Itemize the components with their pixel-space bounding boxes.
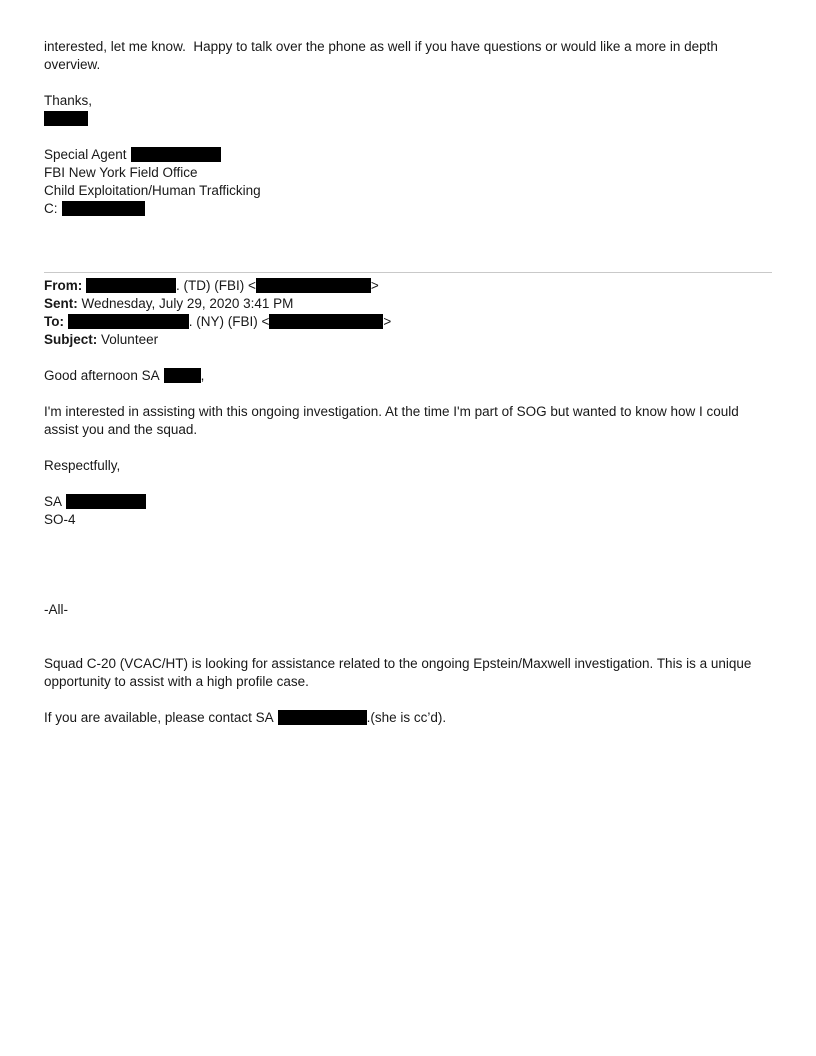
header-to-line xyxy=(44,313,772,331)
spacer xyxy=(44,385,772,403)
quoted-body-paragraph: I'm interested in assisting with this ongoing investigation. At the time I'm part of SOG but wanted to know how I could assist you and the squad. xyxy=(44,404,743,437)
to-mid-text: . (NY) (FBI) < xyxy=(188,314,270,329)
greeting-prefix: Good afternoon SA xyxy=(44,368,160,383)
from-close-text: > xyxy=(370,278,379,293)
header-sent-line xyxy=(44,295,772,313)
broadcast-contact-line xyxy=(44,709,772,727)
signature-unit: Child Exploitation/Human Trafficking xyxy=(44,183,261,198)
from-mid-text: . (TD) (FBI) < xyxy=(176,278,256,293)
broadcast-body-paragraph: Squad C-20 (VCAC/HT) is looking for assistance related to the ongoing Epstein/Maxwell investigation. This is a unique opportunity to assist with a high profile case. xyxy=(44,656,756,689)
broadcast-salutation: -All- xyxy=(44,602,68,617)
contact-prefix: If you are available, please contact SA xyxy=(44,710,274,725)
quoted-greeting-line xyxy=(44,367,772,385)
signature-role: Special Agent xyxy=(44,147,127,162)
signature-phone-line xyxy=(44,200,772,218)
quoted-signature-line xyxy=(44,493,772,511)
redaction-bar-agent-name xyxy=(131,147,221,162)
reply-sender-redaction-line xyxy=(44,110,772,128)
spacer xyxy=(44,349,772,367)
from-label: From: xyxy=(44,278,83,293)
reply-opening-paragraph: interested, let me know. Happy to talk over the phone as well if you have questions or would like a more in depth overview. xyxy=(44,39,722,72)
spacer xyxy=(44,475,772,493)
redaction-bar-to-email xyxy=(269,314,383,329)
redaction-bar-cell-number xyxy=(62,201,145,216)
quoted-closing: Respectfully, xyxy=(44,458,121,473)
redaction-bar-from-email xyxy=(256,278,371,293)
signature-rank: SA xyxy=(44,494,63,509)
spacer xyxy=(44,74,772,92)
subject-value: Volunteer xyxy=(101,332,159,347)
redaction-bar-quoted-signature-name xyxy=(66,494,146,509)
signature-office: FBI New York Field Office xyxy=(44,165,198,180)
redaction-bar-from-name xyxy=(86,278,176,293)
spacer xyxy=(44,128,772,146)
signature-role-line xyxy=(44,146,772,164)
sent-value: Wednesday, July 29, 2020 3:41 PM xyxy=(81,296,294,311)
message-divider xyxy=(44,272,772,273)
redaction-bar-contact-name xyxy=(278,710,367,725)
redaction-bar-sender-name xyxy=(44,111,88,126)
header-from-line xyxy=(44,277,772,295)
quoted-signature-unit: SO-4 xyxy=(44,512,76,527)
spacer xyxy=(44,439,772,457)
header-subject-line xyxy=(44,331,772,349)
spacer xyxy=(44,691,772,709)
cell-label: C: xyxy=(44,201,58,216)
subject-label: Subject: xyxy=(44,332,98,347)
to-label: To: xyxy=(44,314,64,329)
contact-suffix: .(she is cc’d). xyxy=(366,710,447,725)
spacer xyxy=(44,619,772,655)
spacer xyxy=(44,529,772,601)
to-close-text: > xyxy=(383,314,392,329)
reply-closing: Thanks, xyxy=(44,93,93,108)
sent-label: Sent: xyxy=(44,296,78,311)
spacer xyxy=(44,218,772,272)
redaction-bar-to-name xyxy=(68,314,189,329)
redaction-bar-greeting-name xyxy=(164,368,201,383)
greeting-suffix: , xyxy=(200,368,205,383)
